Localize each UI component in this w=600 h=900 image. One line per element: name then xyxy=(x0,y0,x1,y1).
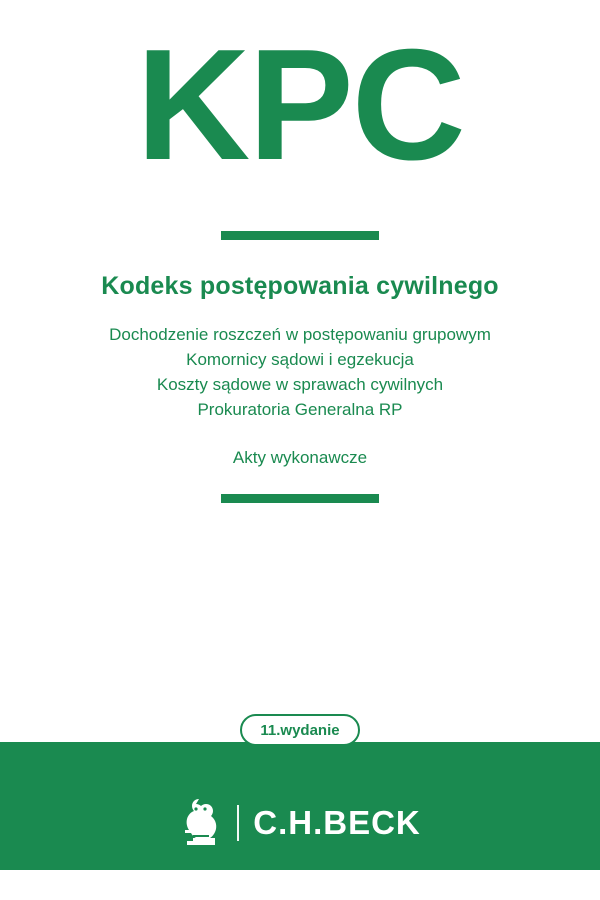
edition-badge: 11.wydanie xyxy=(240,714,360,746)
subtitle-item: Komornicy sądowi i egzekucja xyxy=(186,350,414,369)
book-acronym: KPC xyxy=(136,17,464,193)
acts-line: Akty wykonawcze xyxy=(232,448,368,467)
divider-rule-bottom xyxy=(221,494,379,503)
subtitle-item: Prokuratoria Generalna RP xyxy=(197,400,403,419)
griffin-icon xyxy=(179,797,223,849)
subtitle-item: Dochodzenie roszczeń w postępowaniu grupowym xyxy=(109,325,491,344)
divider-rule-top xyxy=(221,231,379,240)
subtitle-item: Koszty sądowe w sprawach cywilnych xyxy=(156,375,444,394)
publisher-name: C.H.BECK xyxy=(253,804,421,841)
publisher-logo-row xyxy=(0,795,600,851)
logo-divider xyxy=(237,805,239,841)
subtitle-list xyxy=(0,322,600,422)
cover-bottom-strip xyxy=(0,870,600,900)
book-title: Kodeks postępowania cywilnego xyxy=(101,272,499,300)
